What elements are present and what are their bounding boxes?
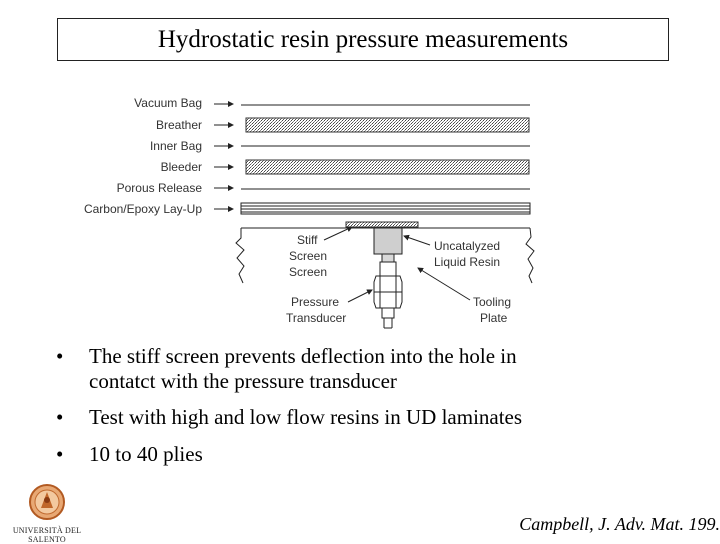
bullet-list [56, 344, 696, 479]
label-vacuum-bag: Vacuum Bag [134, 96, 202, 110]
bullet-text-1a: The stiff screen prevents deflection into the hole in [89, 344, 517, 368]
label-breather: Breather [155, 118, 202, 132]
bullet-item-3 [56, 442, 696, 467]
layer-arrows [214, 104, 233, 209]
bullet-text-1b: contatct with the pressure transducer [89, 369, 397, 393]
breather-layer [246, 118, 529, 132]
label-porous-release: Porous Release [116, 181, 202, 195]
callout-transducer-1: Pressure [291, 295, 340, 309]
label-carbon-epoxy-layup: Carbon/Epoxy Lay-Up [83, 202, 202, 216]
callout-resin-1: Uncatalyzed [434, 239, 501, 253]
stiff-screen [346, 222, 418, 227]
callout-stiff-screen-1: Stiff [297, 233, 318, 247]
citation: Campbell, J. Adv. Mat. 199. [519, 514, 720, 534]
bleeder-layer [246, 160, 529, 174]
label-bleeder: Bleeder [160, 160, 202, 174]
bullet-glyph: • [56, 344, 64, 368]
layup-layer [241, 203, 530, 214]
callout-tooling-1: Tooling [473, 295, 512, 309]
callout-transducer-2: Transducer [286, 311, 347, 325]
callout-resin-2: Liquid Resin [434, 255, 501, 269]
pressure-transducer [374, 262, 402, 328]
university-name: UNIVERSITÀ DEL SALENTO [12, 526, 82, 544]
bullet-text-3: 10 to 40 plies [89, 442, 203, 466]
callout-stiff-screen-3: Screen [289, 265, 328, 279]
callout-stiff-screen-2: Screen [289, 249, 328, 263]
label-inner-bag: Inner Bag [149, 139, 202, 153]
bullet-item-1 [56, 344, 696, 394]
bullet-item-2 [56, 405, 696, 430]
bullet-glyph: • [56, 442, 64, 466]
slide-title: Hydrostatic resin pressure measurements [57, 18, 669, 61]
resin-cavity [374, 228, 402, 262]
bullet-glyph: • [56, 405, 64, 429]
callout-tooling-2: Plate [480, 311, 508, 325]
bullet-text-2: Test with high and low flow resins in UD laminates [89, 405, 523, 429]
